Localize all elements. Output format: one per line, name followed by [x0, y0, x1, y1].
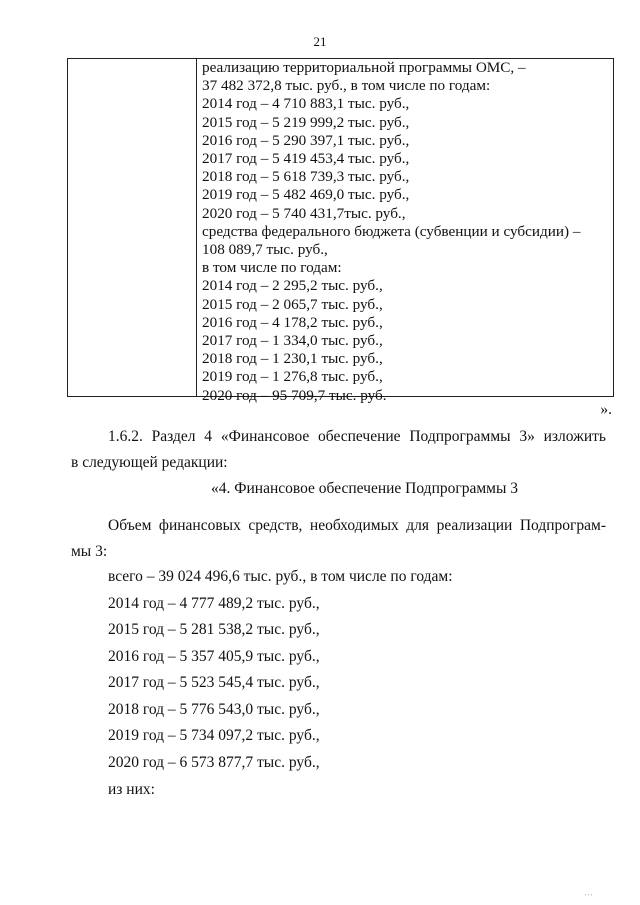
closing-quote: ».	[600, 401, 612, 418]
table-line: в том числе по годам:	[202, 259, 342, 277]
volume-paragraph-line: мы 3:	[71, 543, 108, 560]
table-line: 2019 год – 1 276,8 тыс. руб.,	[202, 368, 383, 386]
year-line: 2015 год – 5 281 538,2 тыс. руб.,	[108, 621, 320, 638]
page-number: 21	[313, 34, 327, 49]
table-line: 2020 год – 95 709,7 тыс. руб.	[202, 386, 387, 404]
year-line: 2020 год – 6 573 877,7 тыс. руб.,	[108, 754, 320, 771]
year-line: 2016 год – 5 357 405,9 тыс. руб.,	[108, 648, 320, 665]
section-heading: «4. Финансовое обеспечение Подпрограммы 3	[211, 480, 519, 497]
table-line: 2017 год – 5 419 453,4 тыс. руб.,	[202, 150, 410, 168]
table-line: 2015 год – 2 065,7 тыс. руб.,	[202, 295, 383, 313]
year-line: 2014 год – 4 777 489,2 тыс. руб.,	[108, 595, 320, 612]
total-line: всего – 39 024 496,6 тыс. руб., в том числе по годам:	[108, 568, 453, 585]
table-line: 2017 год – 1 334,0 тыс. руб.,	[202, 332, 383, 350]
section-instruction-line: 1.6.2. Раздел 4 «Финансовое обеспечение Подпрограммы 3» изложить	[108, 428, 606, 445]
financing-table	[67, 58, 614, 404]
section-instruction-line: в следующей редакции:	[71, 454, 228, 471]
table-line: реализацию территориальной программы ОМС, –	[202, 59, 526, 76]
corner-mark: ' ' '	[584, 893, 592, 901]
volume-paragraph-line: Объем финансовых средств, необходимых для реализации Подпрограм-	[108, 517, 606, 534]
table-line: 2020 год – 5 740 431,7тыс. руб.,	[202, 204, 406, 222]
table-line: 2016 год – 5 290 397,1 тыс. руб.,	[202, 131, 410, 149]
table-line: 2019 год – 5 482 469,0 тыс. руб.,	[202, 186, 410, 204]
year-line: 2018 год – 5 776 543,0 тыс. руб.,	[108, 701, 320, 718]
table-line: 2018 год – 1 230,1 тыс. руб.,	[202, 350, 383, 368]
table-line: 2016 год – 4 178,2 тыс. руб.,	[202, 313, 383, 331]
table-line: 37 482 372,8 тыс. руб., в том числе по годам:	[202, 77, 491, 95]
year-line: 2017 год – 5 523 545,4 тыс. руб.,	[108, 674, 320, 691]
table-line: 2018 год – 5 618 739,3 тыс. руб.,	[202, 168, 410, 186]
table-right-cell	[202, 59, 609, 405]
table-line: 2014 год – 2 295,2 тыс. руб.,	[202, 277, 383, 295]
table-line: средства федерального бюджета (субвенции и субсидии) –	[202, 222, 581, 240]
from-them-line: из них:	[108, 781, 155, 798]
table-line: 2014 год – 4 710 883,1 тыс. руб.,	[202, 95, 410, 113]
table-column-divider	[196, 59, 197, 396]
year-line: 2019 год – 5 734 097,2 тыс. руб.,	[108, 727, 320, 744]
table-line: 2015 год – 5 219 999,2 тыс. руб.,	[202, 113, 410, 131]
table-line: 108 089,7 тыс. руб.,	[202, 241, 328, 259]
